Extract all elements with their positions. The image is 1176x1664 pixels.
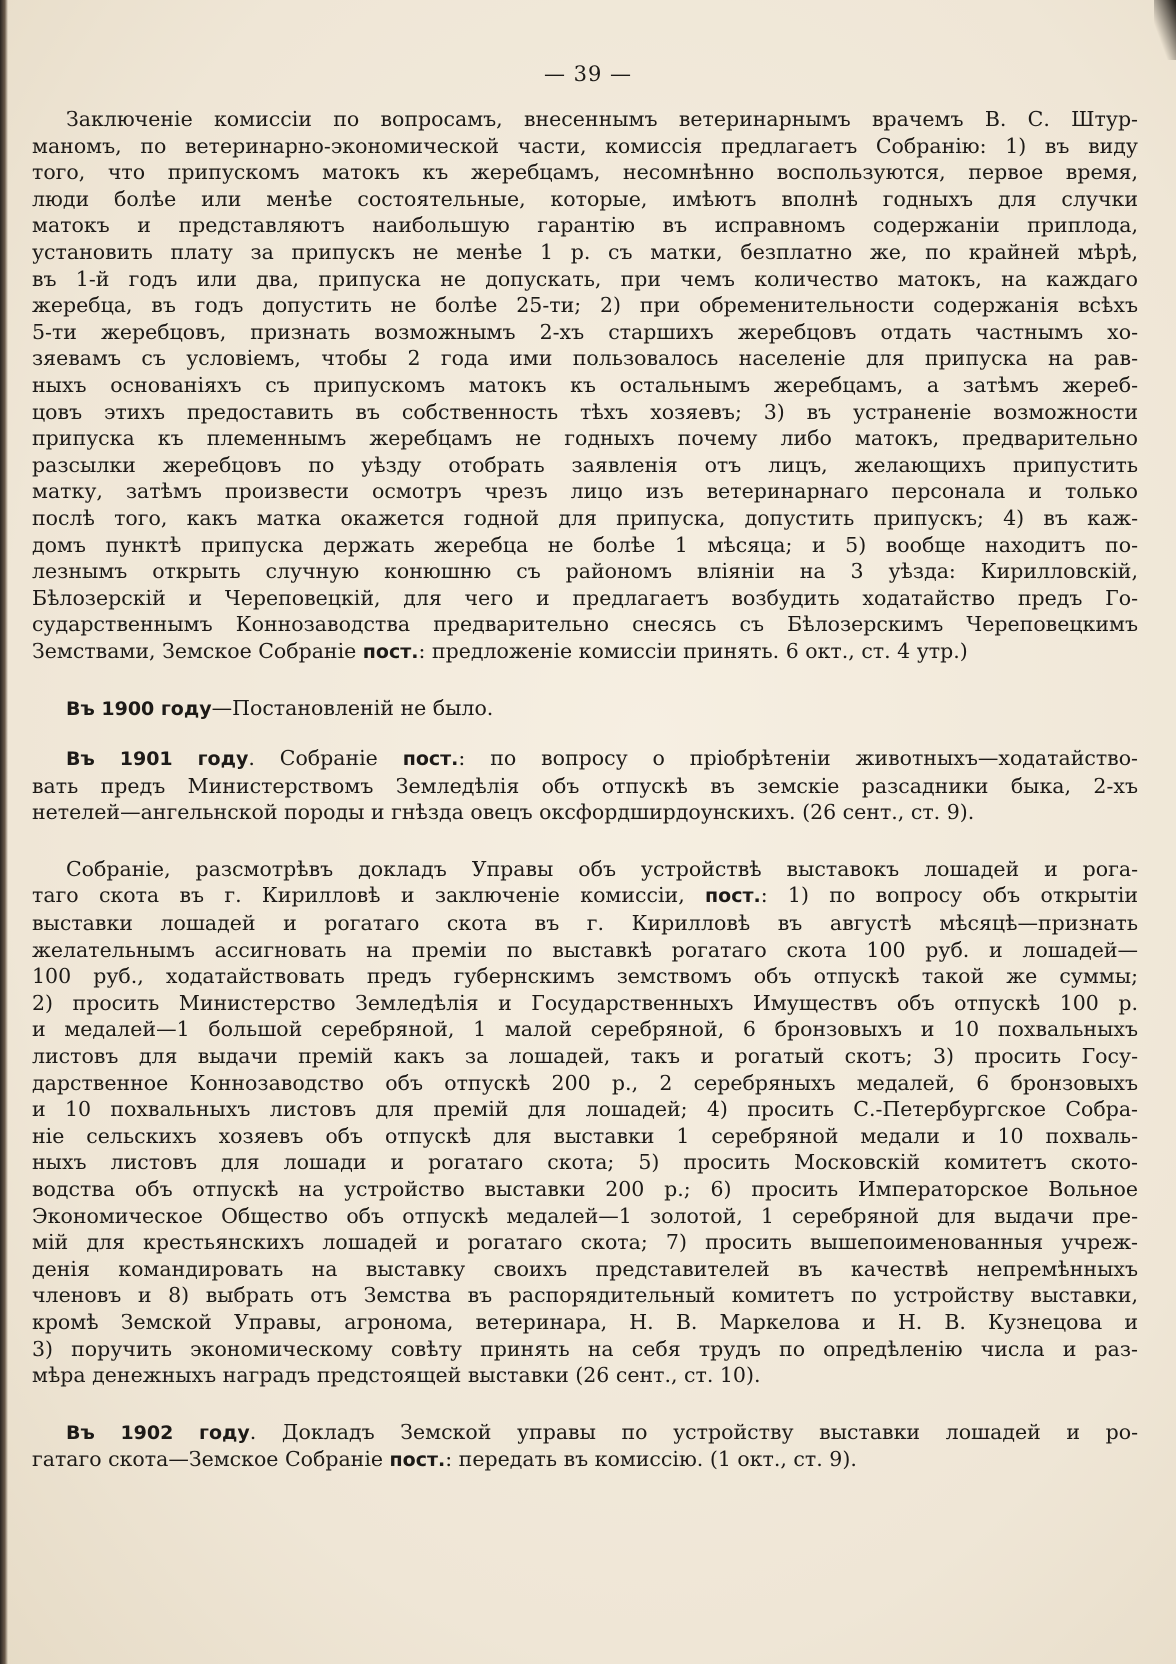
post-abbrev: пост. <box>402 748 459 771</box>
text-fragment: : по вопросу о пріобрѣтеніи животныхъ—ходатайство- <box>458 746 1138 771</box>
text-line: вать предъ Министерствомъ Земледѣлія объ отпускѣ въ земскіе разсадники быка, 2-хъ <box>32 773 1138 798</box>
text-line: денія командировать на выставку своихъ представителей въ качествѣ непремѣнныхъ <box>32 1256 1138 1281</box>
text-line: маномъ, по ветеринарно-экономической части, комиссія предлагаетъ Собранію: 1) въ виду <box>32 133 1138 158</box>
text-line: ныхъ листовъ для лошади и рогатаго скота; 5) просить Московскій комитетъ ското- <box>32 1150 1138 1175</box>
text-line <box>32 745 1138 773</box>
text-line: 5-ти жеребцовъ, признать возможнымъ 2-хъ старшихъ жеребцовъ отдать частнымъ хо- <box>32 319 1138 344</box>
text-line: Экономическое Общество объ отпускѣ медалей—1 золотой, 1 серебряной для выдачи пре- <box>32 1203 1138 1228</box>
text-line: цовъ этихъ предоставить въ собственность тѣхъ хозяевъ; 3) въ устраненіе возможности <box>32 399 1138 424</box>
text-line: и 10 похвальныхъ листовъ для премій для лошадей; 4) просить С.-Петербургское Собра- <box>32 1097 1138 1122</box>
text-line: и медалей—1 большой серебряной, 1 малой серебряной, 6 бронзовыхъ и 10 похвальныхъ <box>32 1017 1138 1042</box>
text-fragment: —Постановленій не было. <box>211 696 494 721</box>
text-line <box>32 1419 1138 1447</box>
text-line: того, что припускомъ матокъ къ жеребцамъ, несомнѣнно воспользуются, первое время, <box>32 160 1138 185</box>
page-number: — 39 — <box>543 62 633 86</box>
text-line: сударственнымъ Коннозаводства предварительно снесясь съ Бѣлозерскимъ Череповецкимъ <box>32 612 1138 637</box>
text-fragment: : передать въ комиссію. (1 окт., ст. 9). <box>445 1447 857 1472</box>
text-line: нетелей—ангельнской породы и гнѣзда овецъ оксфордширдоунскихъ. (26 сент., ст. 9). <box>32 800 975 825</box>
post-abbrev: пост. <box>389 1449 446 1472</box>
text-fragment: : предложеніе комиссіи принять. 6 окт., ст. 4 утр.) <box>418 638 968 663</box>
paragraph-1900 <box>32 695 1138 723</box>
text-line: кромѣ Земской Управы, агронома, ветеринара, Н. В. Маркелова и Н. В. Кузнецова и <box>32 1309 1138 1334</box>
text-line: дарственное Коннозаводство объ отпускѣ 200 р., 2 серебряныхъ медалей, 6 бронзовыхъ <box>32 1070 1138 1095</box>
text-line: матокъ и представляютъ наибольшую гарантію въ исправномъ содержаніи приплода, <box>32 213 1138 238</box>
text-fragment: гатаго скота—Земское Собраніе <box>32 1447 390 1472</box>
document-body <box>32 106 1138 1474</box>
post-abbrev: пост. <box>362 640 419 663</box>
text-line: люди болѣе или менѣе состоятельные, которые, имѣютъ вполнѣ годныхъ для случки <box>32 186 1138 211</box>
paragraph-exhibition <box>32 856 1138 1389</box>
text-line <box>32 638 1138 666</box>
binding-edge <box>0 0 8 1664</box>
text-fragment: . Собраніе <box>248 746 403 771</box>
text-line: матку, затѣмъ произвести осмотръ чрезъ лицо изъ ветеринарнаго персонала и только <box>32 479 1138 504</box>
paragraph-1902 <box>32 1419 1138 1474</box>
text-fragment: Земствами, Земское Собраніе <box>32 638 363 663</box>
text-line <box>32 695 1138 723</box>
text-line: членовъ и 8) выбрать отъ Земства въ распорядительный комитетъ по устройству выставки, <box>32 1283 1138 1308</box>
text-line: припуска къ племеннымъ жеребцамъ не годныхъ почему либо матокъ, предварительно <box>32 426 1138 451</box>
text-fragment: . Докладъ Земской управы по устройству выставки лошадей и ро- <box>249 1419 1138 1444</box>
text-line: Заключеніе комиссіи по вопросамъ, внесеннымъ ветеринарнымъ врачемъ В. С. Штур- <box>66 107 1138 131</box>
text-line: 3) поручить экономическому совѣту принять на себя трудъ по опредѣленію числа и раз- <box>32 1336 1138 1361</box>
text-line <box>32 882 1138 910</box>
text-line: разсылки жеребцовъ по уѣзду отобрать заявленія отъ лицъ, желающихъ припустить <box>32 452 1138 477</box>
text-line <box>32 1446 1138 1474</box>
text-line: въ 1-й годъ или два, припуска не допускать, при чемъ количество матокъ, на каждаго <box>32 266 1138 291</box>
text-line: жеребца, въ годъ допустить не болѣе 25-ти; 2) при обременительности содержанія всѣхъ <box>32 293 1138 318</box>
text-line: послѣ того, какъ матка окажется годной для припуска, допустить припускъ; 4) въ каж- <box>32 505 1138 530</box>
text-line: домъ пунктѣ припуска держать жеребца не болѣе 1 мѣсяца; и 5) вообще находитъ по- <box>32 532 1138 557</box>
text-line: лезнымъ открыть случную конюшню съ райономъ вліяніи на 3 уѣзда: Кирилловскій, <box>32 559 1138 584</box>
text-line: установить плату за припускъ не менѣе 1 р. съ матки, безплатно же, по крайней мѣрѣ, <box>32 239 1138 264</box>
corner-shadow <box>1154 0 1176 60</box>
text-line: выставки лошадей и рогатаго скота въ г. Кирилловѣ въ августѣ мѣсяцѣ—признать <box>32 911 1138 936</box>
text-line: зяевамъ съ условіемъ, чтобы 2 года ими пользовалось населеніе для припуска на рав- <box>32 346 1138 371</box>
text-line: желательнымъ ассигновать на преміи по выставкѣ рогатаго скота 100 руб. и лошадей— <box>32 937 1138 962</box>
year-heading-1900: Въ 1900 году <box>66 698 212 721</box>
year-heading-1901: Въ 1901 году <box>66 748 249 771</box>
text-line: мій для крестьянскихъ лошадей и рогатаго скота; 7) просить вышепоименованныя учреж- <box>32 1230 1138 1255</box>
post-abbrev: пост. <box>705 885 761 908</box>
year-heading-1902: Въ 1902 году <box>66 1421 250 1444</box>
text-fragment: : 1) по вопросу объ открытіи <box>760 883 1138 908</box>
text-line: 2) просить Министерство Земледѣлія и Государственныхъ Имуществъ объ отпускѣ 100 р. <box>32 990 1138 1015</box>
text-fragment: таго скота въ г. Кирилловѣ и заключеніе комиссіи, <box>32 883 706 908</box>
paragraph-1901 <box>32 745 1138 826</box>
text-line: мѣра денежныхъ наградъ предстоящей выставки (26 сент., ст. 10). <box>32 1363 761 1388</box>
text-line: Бѣлозерскій и Череповецкій, для чего и предлагаетъ возбудить ходатайство предъ Го- <box>32 585 1138 610</box>
text-line: листовъ для выдачи премій какъ за лошадей, такъ и рогатый скотъ; 3) просить Госу- <box>32 1044 1138 1068</box>
text-line: ніе сельскихъ хозяевъ объ отпускѣ для выставки 1 серебряной медали и 10 похваль- <box>32 1123 1138 1148</box>
text-line: 100 руб., ходатайствовать предъ губернскимъ земствомъ объ отпускѣ такой же суммы; <box>32 964 1138 989</box>
text-line: водства объ отпускѣ на устройство выставки 200 р.; 6) просить Императорское Вольное <box>32 1176 1138 1201</box>
paragraph-commission-conclusion <box>32 106 1138 665</box>
text-line: Собраніе, разсмотрѣвъ докладъ Управы объ устройствѣ выставокъ лошадей и рога- <box>66 856 1138 881</box>
text-line: ныхъ основаніяхъ съ припускомъ матокъ къ остальнымъ жеребцамъ, а затѣмъ жереб- <box>32 372 1138 397</box>
